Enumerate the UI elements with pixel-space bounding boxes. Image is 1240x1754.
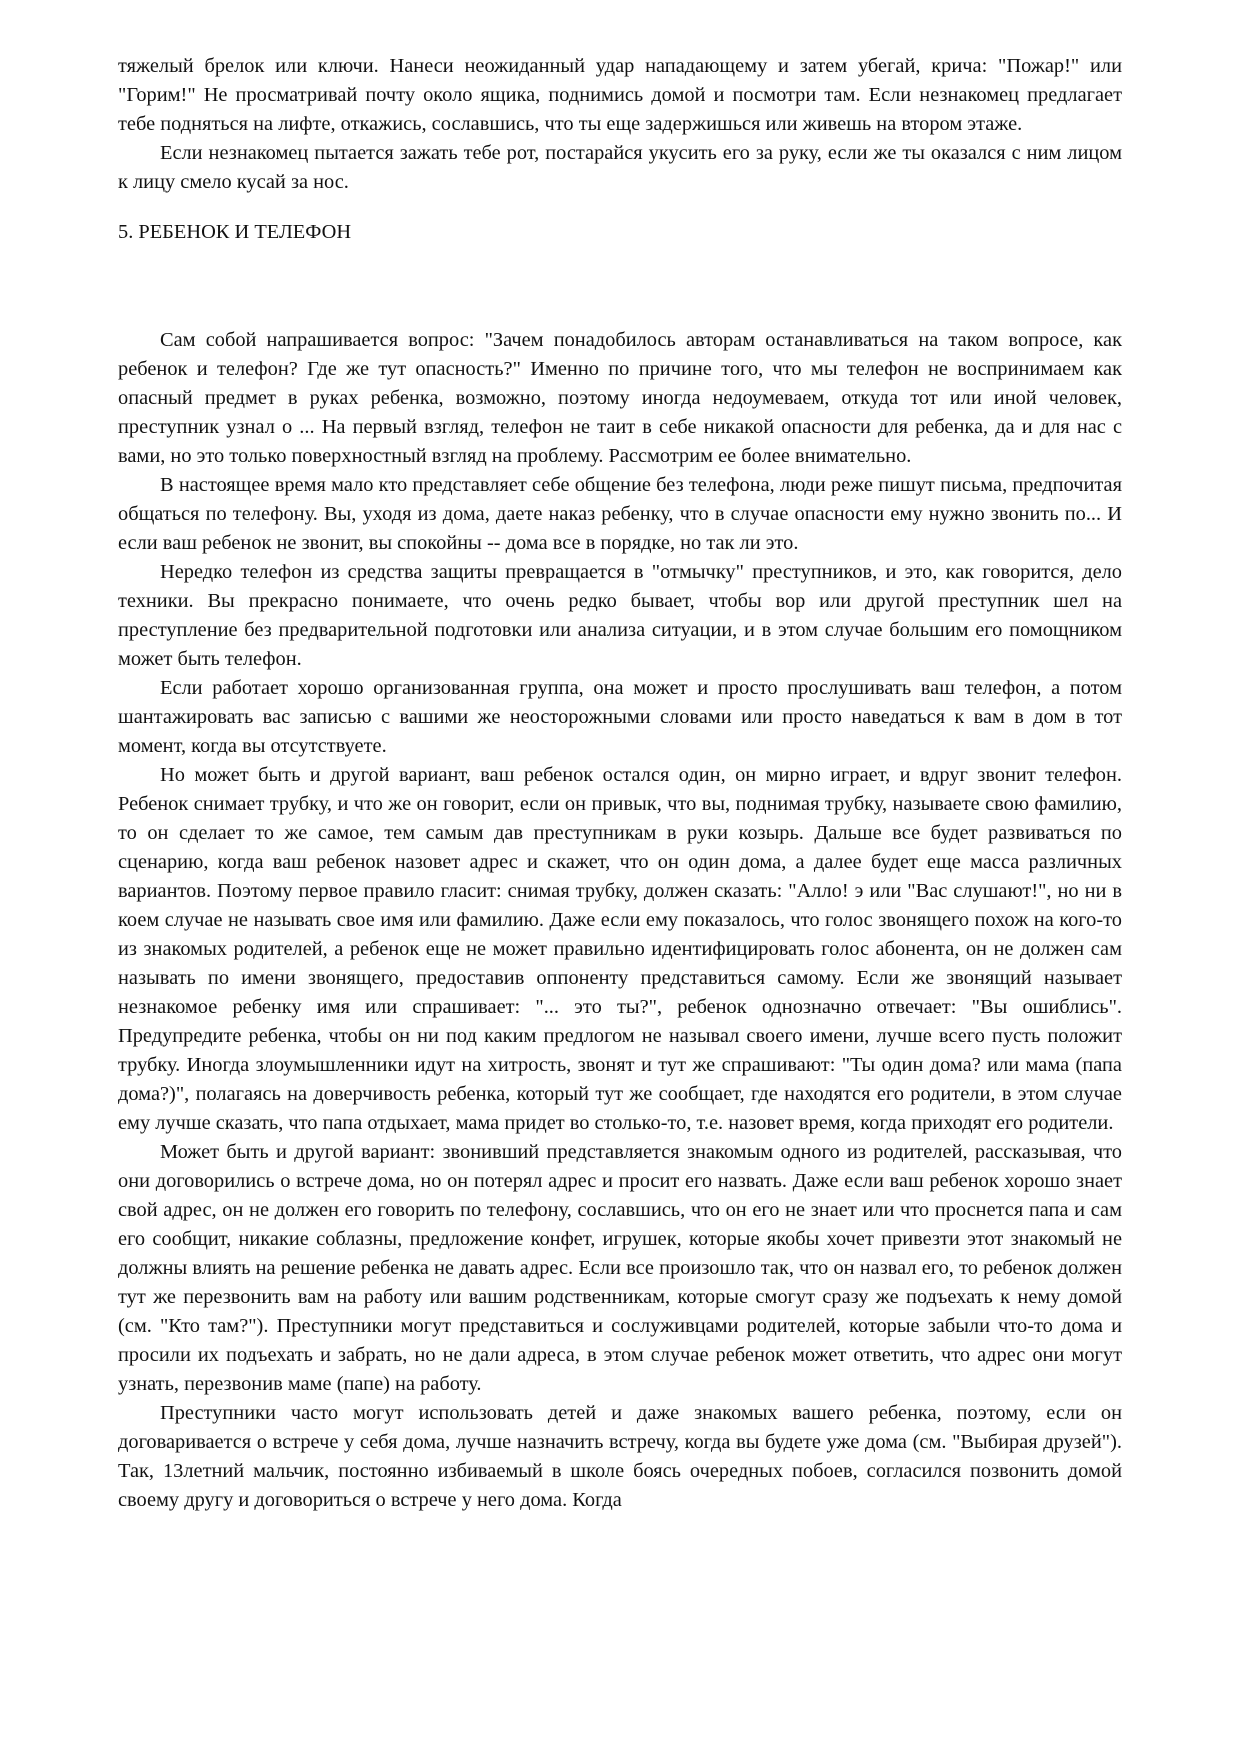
document-page [118, 52, 1122, 1515]
paragraph-3: Нередко телефон из средства защиты превращается в "отмычку" преступников, и это, как говорится, дело техники. Вы прекрасно понимаете, что очень редко бывает, чтобы вор или другой преступник шел на преступление без предварительной подготовки или анализа ситуации, и в этом случае большим его помощником может быть телефон. [118, 561, 1122, 670]
paragraph-1: Сам собой напрашивается вопрос: "Зачем понадобилось авторам останавливаться на таком вопросе, как ребенок и телефон? Где же тут опасность?" Именно по причине того, что мы телефон не воспринимаем как опасный предмет в руках ребенка, возможно, поэтому иногда недоумеваем, откуда тот или иной человек, преступник узнал о ... На первый взгляд, телефон не таит в себе никакой опасности для ребенка, да и для нас с вами, но это только поверхностный взгляд на проблему. Рассмотрим ее более внимательно. [118, 329, 1122, 467]
section-heading: 5. РЕБЕНОК И ТЕЛЕФОН [118, 221, 352, 243]
paragraph-intro-2: Если незнакомец пытается зажать тебе рот, постарайся укусить его за руку, если же ты оказался с ним лицом к лицу смело кусай за нос. [118, 142, 1122, 193]
paragraph-6: Может быть и другой вариант: звонивший представляется знакомым одного из родителей, рассказывая, что они договорились о встрече дома, но он потерял адрес и просит его назвать. Даже если ваш ребенок хорошо знает свой адрес, он не должен его говорить по телефону, сославшись, что он его не знает или что проснется папа и сам его сообщит, никакие соблазны, предложение конфет, игрушек, которые якобы хочет привезти этот знакомый не должны влиять на решение ребенка не давать адрес. Если все произошло так, что он назвал его, то ребенок должен тут же перезвонить вам на работу или вашим родственникам, которые смогут сразу же подъехать к нему домой (см. "Кто там?"). Преступники могут представиться и сослуживцами родителей, которые забыли что-то дома и просили их подъехать и забрать, но не дали адреса, в этом случае ребенок может ответить, что адрес они могут узнать, перезвонив маме (папе) на работу. [118, 1141, 1122, 1395]
paragraph-intro-1: тяжелый брелок или ключи. Нанеси неожиданный удар нападающему и затем убегай, крича: "Пожар!" или "Горим!" Не просматривай почту около ящика, поднимись домой и посмотри там. Если незнакомец предлагает тебе подняться на лифте, откажись, сославшись, что ты еще задержишься или живешь на втором этаже. [118, 55, 1122, 135]
section-body [118, 326, 1122, 1515]
paragraph-2: В настоящее время мало кто представляет себе общение без телефона, люди реже пишут письма, предпочитая общаться по телефону. Вы, уходя из дома, даете наказ ребенку, что в случае опасности ему нужно звонить по... И если ваш ребенок не звонит, вы спокойны -- дома все в порядке, но так ли это. [118, 474, 1122, 554]
paragraph-7: Преступники часто могут использовать детей и даже знакомых вашего ребенка, поэтому, если он договаривается о встрече у себя дома, лучше назначить встречу, когда вы будете уже дома (см. "Выбирая друзей"). Так, 13летний мальчик, постоянно избиваемый в школе боясь очередных побоев, согласился позвонить домой своему другу и договориться о встрече у него дома. Когда [118, 1402, 1122, 1511]
paragraph-5: Но может быть и другой вариант, ваш ребенок остался один, он мирно играет, и вдруг звонит телефон. Ребенок снимает трубку, и что же он говорит, если он привык, что вы, поднимая трубку, называете свою фамилию, то он сделает то же самое, тем самым дав преступникам в руки козырь. Дальше все будет развиваться по сценарию, когда ваш ребенок назовет адрес и скажет, что он один дома, а далее будет еще масса различных вариантов. Поэтому первое правило гласит: снимая трубку, должен сказать: "Алло! э или "Вас слушают!", но ни в коем случае не называть свое имя или фамилию. Даже если ему показалось, что голос звонящего похож на кого-то из знакомых родителей, а ребенок еще не может правильно идентифицировать голос абонента, он не должен сам называть по имени звонящего, предоставив оппоненту представиться самому. Если же звонящий называет незнакомое ребенку имя или спрашивает: "... это ты?", ребенок однозначно отвечает: "Вы ошиблись". Предупредите ребенка, чтобы он ни под каким предлогом не называл своего имени, лучше всего пусть положит трубку. Иногда злоумышленники идут на хитрость, звонят и тут же спрашивают: "Ты один дома? или мама (папа дома?)", полагаясь на доверчивость ребенка, который тут же сообщает, где находятся его родители, в этом случае ему лучше сказать, что папа отдыхает, мама придет во столько-то, т.е. назовет время, когда приходят его родители. [118, 764, 1122, 1134]
paragraph-4: Если работает хорошо организованная группа, она может и просто прослушивать ваш телефон, а потом шантажировать вас записью с вашими же неосторожными словами или просто наведаться к вам в дом в тот момент, когда вы отсутствуете. [118, 677, 1122, 757]
